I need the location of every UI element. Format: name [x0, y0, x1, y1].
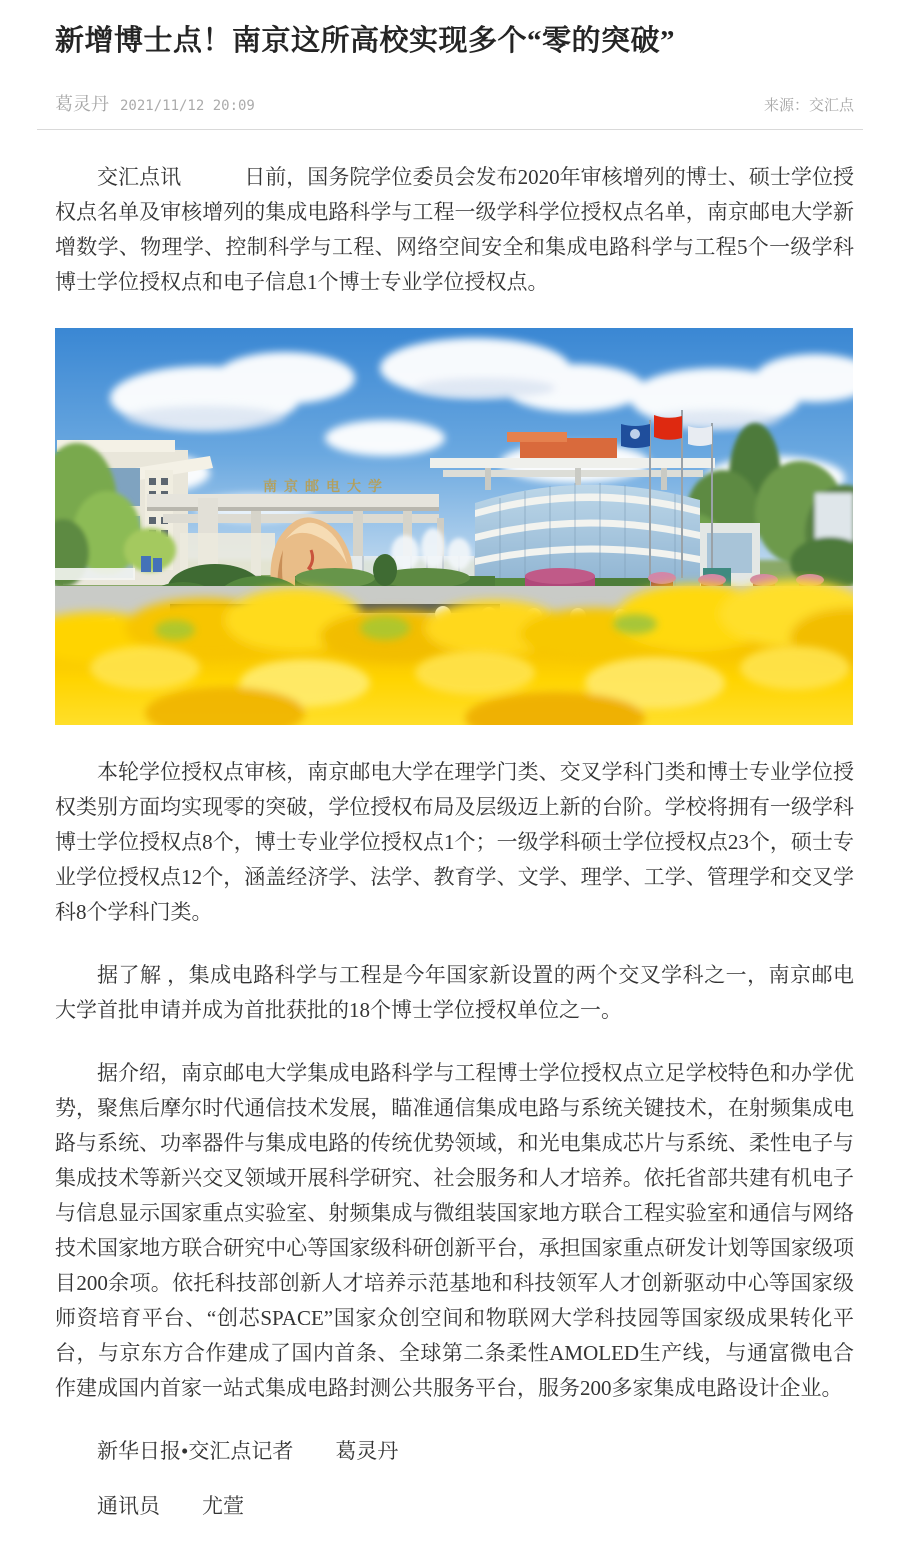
paragraph: 本轮学位授权点审核，南京邮电大学在理学门类、交叉学科门类和博士专业学位授权类别方面均实现零的突破，学位授权布局及层级迈上新的台阶。学校将拥有一级学科博士学位授权点8个，博士专业学位授权点1个；一级学科硕士学位授权点23个，硕士专业学位授权点12个，涵盖经济学、法学、教育学、文学、理学、工学、管理学和交叉学科8个学科门类。: [55, 760, 854, 924]
paragraph: 据了解 ，集成电路科学与工程是今年国家新设置的两个交叉学科之一，南京邮电大学首批申请并成为首批获批的18个博士学位授权单位之一。: [55, 963, 854, 1022]
header-divider: [37, 129, 863, 130]
source-label: 来源：交汇点: [763, 98, 854, 114]
correspondent-credit: 通讯员 尤萱: [97, 1494, 244, 1518]
paragraph: 据介绍，南京邮电大学集成电路科学与工程博士学位授权点立足学校特色和办学优势，聚焦后摩尔时代通信技术发展，瞄准通信集成电路与系统关键技术，在射频集成电路与系统、功率器件与集成电路的传统优势领域，和光电集成芯片与系统、柔性电子与集成技术等新兴交叉领域开展科学研究、社会服务和人才培养。依托省部共建有机电子与信息显示国家重点实验室、射频集成与微组装国家地方联合工程实验室和通信与网络技术国家地方联合研究中心等国家级科研创新平台，承担国家重点研发计划等国家级项目200余项。依托科技部创新人才培养示范基地和科技领军人才创新驱动中心等国家级师资培育平台、“创芯SPACE”国家众创空间和物联网大学科技园等国家级成果转化平台，与京东方合作建成了国内首条、全球第二条柔性AMOLED生产线，与通富微电合作建成国内首家一站式集成电路封测公共服务平台，服务200多家集成电路设计企业。: [55, 1061, 854, 1400]
china-flag: [654, 415, 682, 440]
paragraph: 交汇点讯 日前，国务院学位委员会发布2020年审核增列的博士、硕士学位授权点名单及审核增列的集成电路科学与工程一级学科学位授权点名单，南京邮电大学新增数学、物理学、控制科学与工程、网络空间安全和集成电路科学与工程5个一级学科博士学位授权点和电子信息1个博士专业学位授权点。: [55, 165, 854, 294]
author-name: 葛灵丹: [55, 94, 109, 114]
news-article: [37, 22, 863, 1524]
article-photo: [55, 328, 854, 725]
byline: [55, 90, 854, 116]
publish-datetime: 2021/11/12 20:09: [120, 98, 255, 114]
reporter-credit: 新华日报•交汇点记者 葛灵丹: [97, 1439, 399, 1463]
article-body: [55, 160, 854, 1524]
gate-name-text: 南京邮电大学: [263, 480, 389, 495]
page-title: 新增博士点！南京这所高校实现多个“零的突破”: [55, 25, 676, 57]
white-flag: [688, 426, 712, 446]
